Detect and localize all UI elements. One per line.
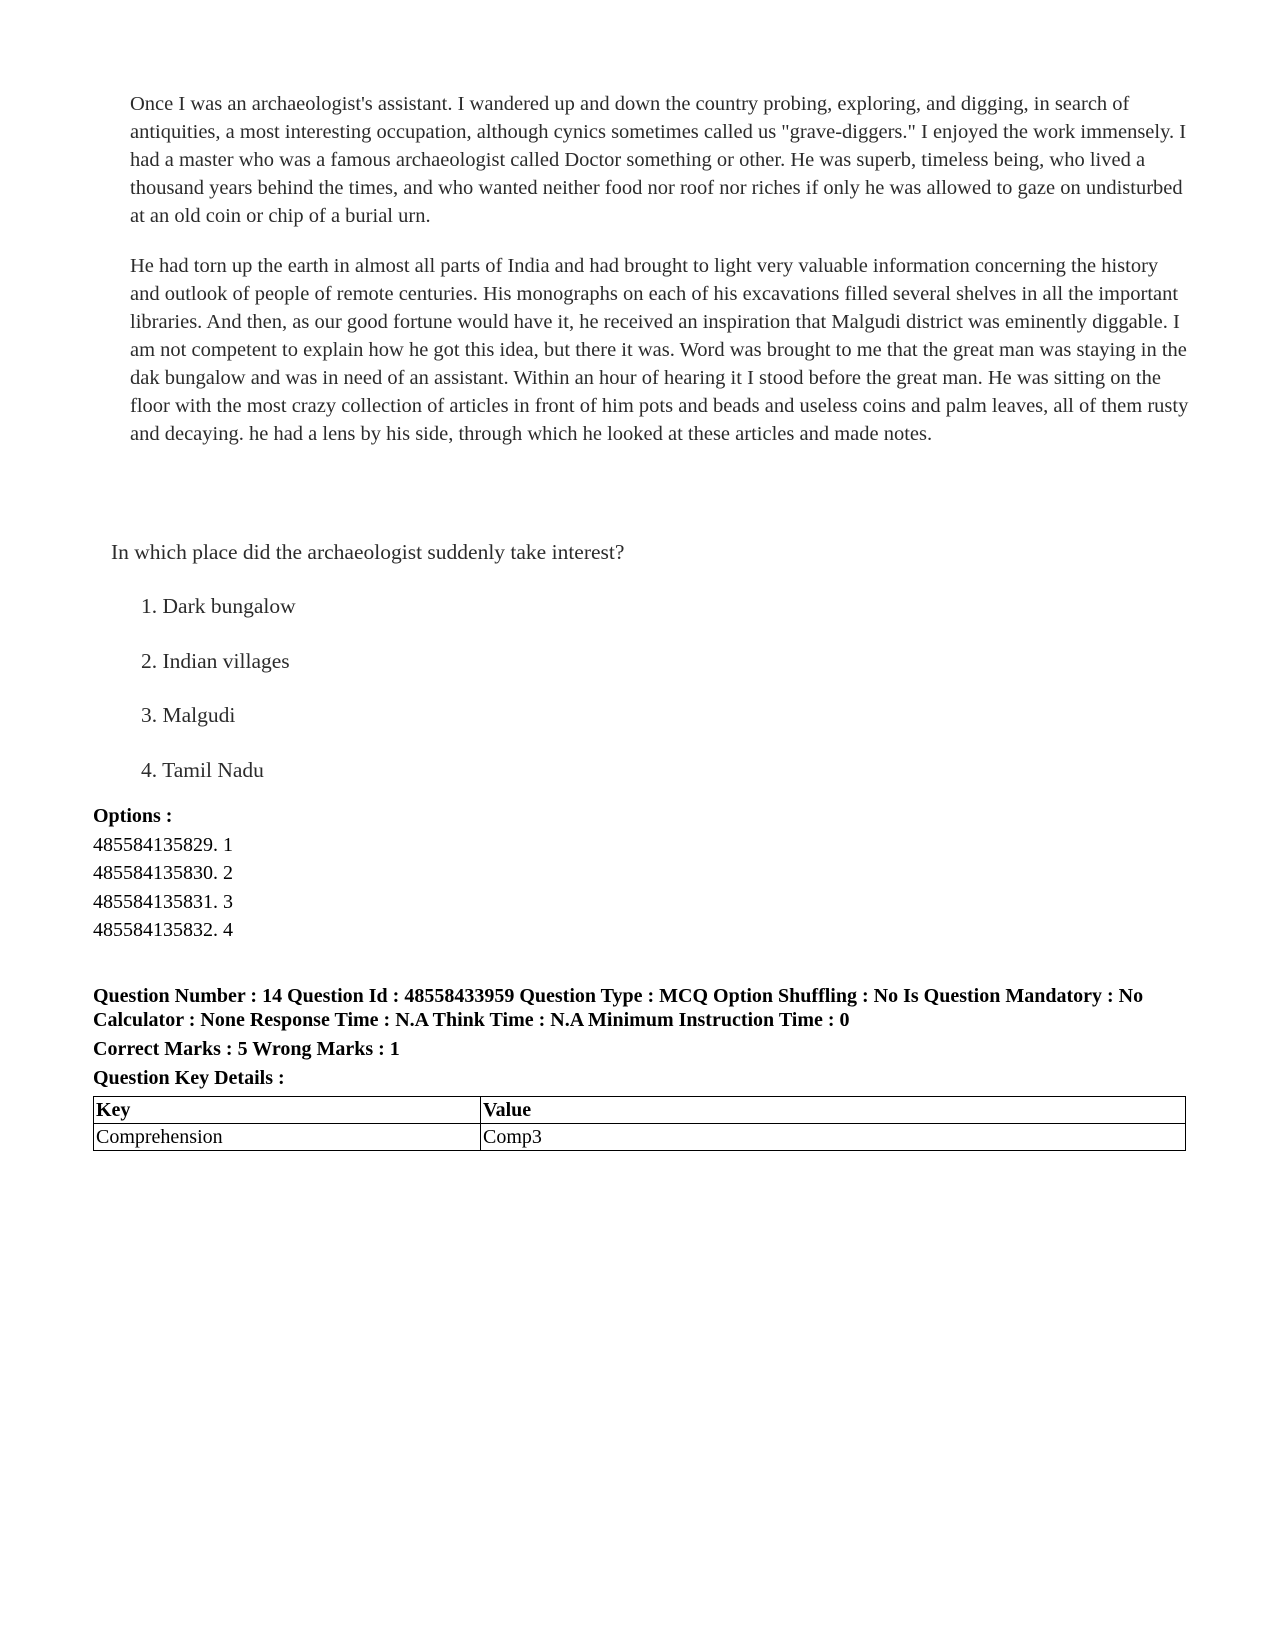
question-key-table xyxy=(93,1096,1186,1151)
option-id-3: 485584135831. 3 xyxy=(93,890,233,913)
key-cell: Comprehension xyxy=(94,1124,481,1151)
question-info-line: Question Number : 14 Question Id : 48558433959 Question Type : MCQ Option Shuffling : No Is Question Mandatory : No Calculator : None Response Time : N.A Think Time : N.A Minimum Instruction Time : 0 xyxy=(93,985,1144,1031)
key-details-heading: Question Key Details : xyxy=(93,1067,285,1089)
question-text: In which place did the archaeologist suddenly take interest? xyxy=(111,540,625,564)
answer-choice-4: 4. Tamil Nadu xyxy=(141,757,264,782)
answer-choice-1: 1. Dark bungalow xyxy=(141,594,296,618)
passage-paragraph-1: Once I was an archaeologist's assistant. I wandered up and down the country probing, exploring, and digging, in search of antiquities, a most interesting occupation, although cynics sometimes called us "grave-diggers." I enjoyed the work immensely. I had a master who was a famous archaeologist called Doctor something or other. He was superb, timeless being, who lived a thousand years behind the times, and who wanted neither food nor roof nor riches if only he was allowed to gaze on undisturbed at an old coin or chip of a burial urn. xyxy=(130,93,1187,227)
marks-line: Correct Marks : 5 Wrong Marks : 1 xyxy=(93,1038,400,1060)
passage-paragraph-2: He had torn up the earth in almost all parts of India and had brought to light very valuable information concerning the history and outlook of people of remote centuries. His monographs on each of his excavations filled several shelves in all the important libraries. And then, as our good fortune would have it, he received an inspiration that Malgudi district was eminently diggable. I am not competent to explain how he got this idea, but there it was. Word was brought to me that the great man was staying in the dak bungalow and was in need of an assistant. Within an hour of hearing it I stood before the great man. He was sitting on the floor with the most crazy collection of articles in front of him pots and beads and useless coins and palm leaves, all of them rusty and decaying. he had a lens by his side, through which he looked at these articles and made notes. xyxy=(130,255,1189,445)
answer-choice-2: 2. Indian villages xyxy=(141,648,290,673)
table-header-row xyxy=(94,1097,1186,1124)
option-id-1: 485584135829. 1 xyxy=(93,833,233,856)
answer-choices xyxy=(141,592,296,810)
options-title: Options : xyxy=(93,805,173,827)
table-row xyxy=(94,1124,1186,1151)
value-column-header: Value xyxy=(481,1097,1186,1124)
answer-choice-3: 3. Malgudi xyxy=(141,703,236,727)
options-block xyxy=(93,802,233,945)
question-metadata xyxy=(93,984,1193,1095)
option-id-4: 485584135832. 4 xyxy=(93,919,233,941)
comprehension-passage xyxy=(130,90,1190,470)
option-id-2: 485584135830. 2 xyxy=(93,862,233,884)
value-cell: Comp3 xyxy=(481,1124,1186,1151)
key-column-header: Key xyxy=(94,1097,481,1124)
